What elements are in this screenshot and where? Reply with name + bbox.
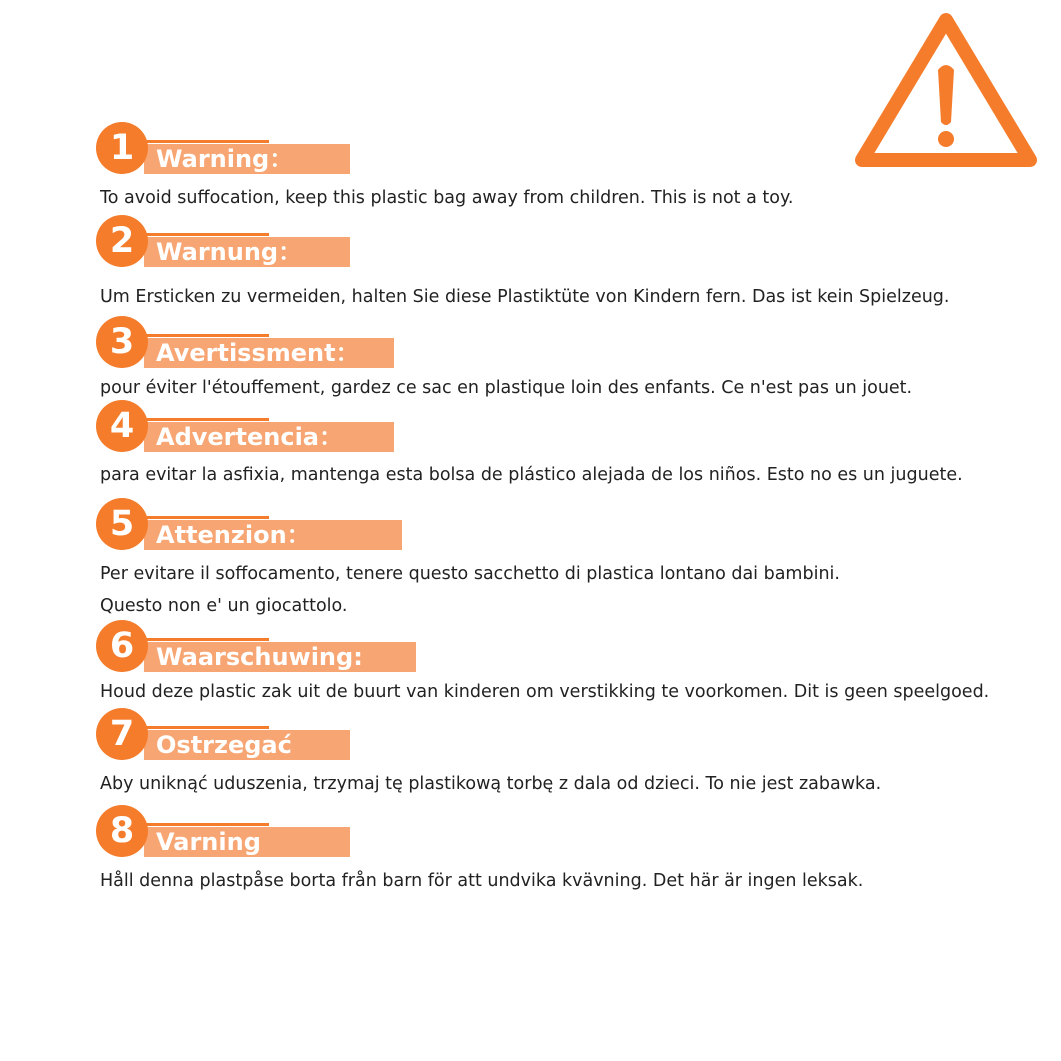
warning-section-8 [96, 805, 1026, 897]
warning-section-6 [96, 620, 1026, 708]
section-number-badge: 2 [96, 215, 148, 267]
section-number-badge: 1 [96, 122, 148, 174]
section-header [96, 122, 1026, 178]
section-header [96, 708, 1026, 764]
section-title: Attenzion： [144, 520, 402, 550]
section-header [96, 316, 1026, 372]
section-title: Warning： [144, 144, 350, 174]
section-title: Avertissment： [144, 338, 394, 368]
section-text-line: Aby uniknąć uduszenia, trzymaj tę plastikową torbę z dala od dzieci. To nie jest zabawka. [100, 774, 882, 794]
section-number-badge: 8 [96, 805, 148, 857]
warning-section-5 [96, 498, 1026, 622]
section-text-line: Per evitare il soffocamento, tenere questo sacchetto di plastica lontano dai bambini. [100, 564, 840, 584]
section-header [96, 215, 1026, 271]
section-title: Waarschuwing: [144, 642, 416, 672]
section-title: Ostrzegać [144, 730, 350, 760]
section-title: Varning [144, 827, 350, 857]
section-title: Advertencia： [144, 422, 394, 452]
section-number-badge: 5 [96, 498, 148, 550]
section-text-line: Questo non e' un giocattolo. [100, 596, 348, 616]
section-text-line: Houd deze plastic zak uit de buurt van kinderen om verstikking te voorkomen. Dit is geen speelgoed. [100, 682, 990, 702]
section-text-line: Håll denna plastpåse borta från barn för att undvika kvävning. Det här är ingen leksak. [100, 871, 864, 891]
warning-section-1 [96, 122, 1026, 214]
section-title: Warnung： [144, 237, 350, 267]
section-number-badge: 4 [96, 400, 148, 452]
section-text-line: pour éviter l'étouffement, gardez ce sac en plastique loin des enfants. Ce n'est pas un jouet. [100, 378, 913, 398]
section-number-badge: 6 [96, 620, 148, 672]
section-header [96, 400, 1026, 456]
warning-section-3 [96, 316, 1026, 404]
warning-section-2 [96, 215, 1026, 313]
warning-section-4 [96, 400, 1026, 491]
section-text-line: To avoid suffocation, keep this plastic bag away from children. This is not a toy. [100, 188, 794, 208]
section-header [96, 805, 1026, 861]
section-text-line: para evitar la asfixia, mantenga esta bolsa de plástico alejada de los niños. Esto no es un juguete. [100, 465, 963, 485]
warning-section-7 [96, 708, 1026, 800]
section-number-badge: 3 [96, 316, 148, 368]
section-header [96, 498, 1026, 554]
section-header [96, 620, 1026, 676]
section-number-badge: 7 [96, 708, 148, 760]
section-text-line: Um Ersticken zu vermeiden, halten Sie diese Plastiktüte von Kindern fern. Das ist kein Spielzeug. [100, 287, 950, 307]
